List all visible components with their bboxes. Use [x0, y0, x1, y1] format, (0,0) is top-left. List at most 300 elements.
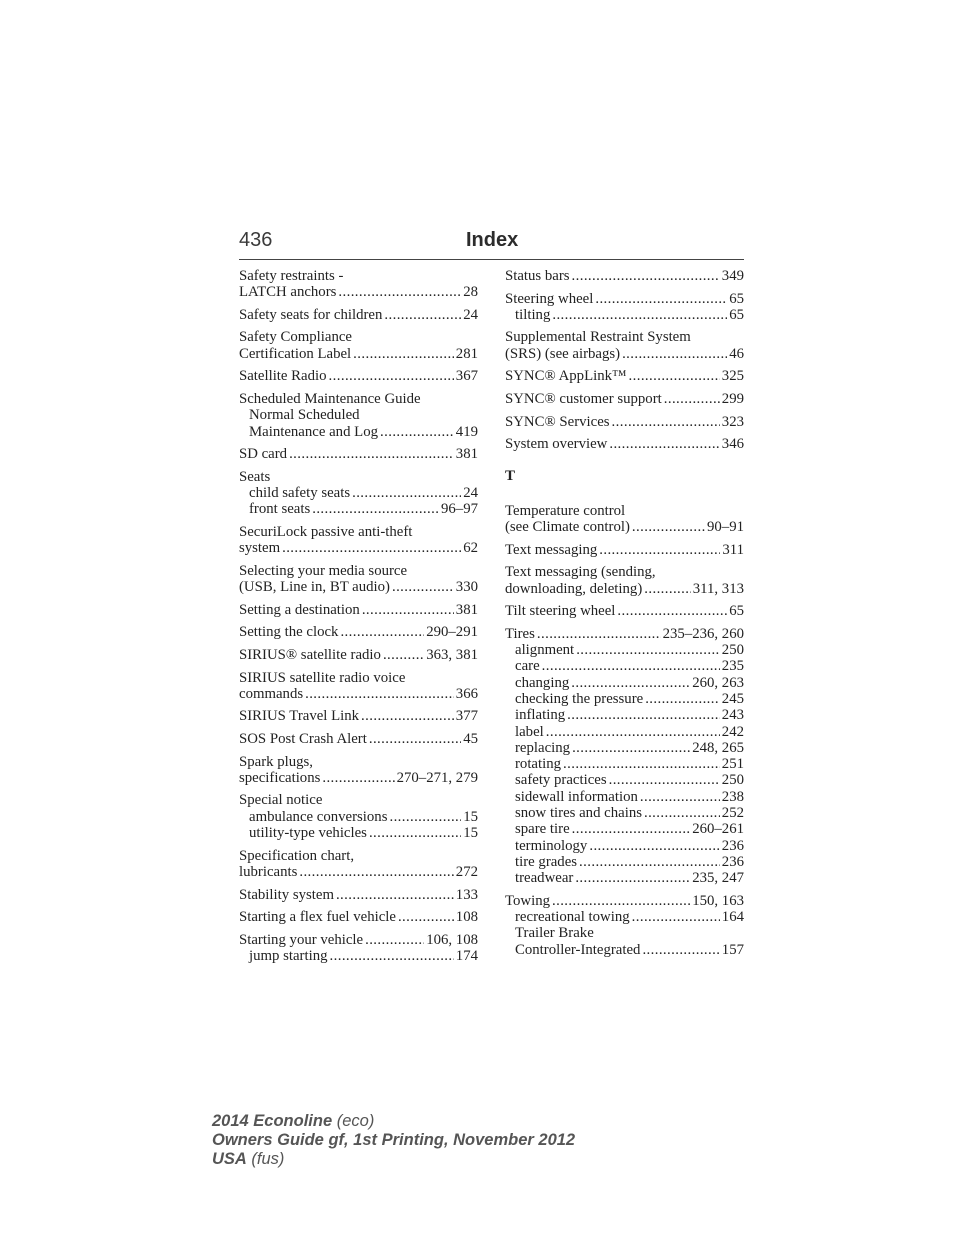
- page-reference: 311, 313: [692, 580, 744, 597]
- dot-leader: [340, 624, 424, 640]
- page-reference: 15: [463, 808, 478, 825]
- index-entry-line: [239, 346, 478, 362]
- index-subentry: [505, 925, 744, 941]
- entry-label: alignment: [515, 642, 575, 659]
- index-entry-line: [239, 624, 478, 640]
- index-entry: [239, 731, 478, 747]
- entry-label: Certification Label: [239, 345, 352, 362]
- page-reference: 106, 108: [426, 931, 478, 948]
- index-entry-line: [239, 563, 478, 579]
- index-entry-line: [239, 848, 478, 864]
- dot-leader: [552, 307, 727, 323]
- index-entry-line: [239, 864, 478, 880]
- dot-leader: [612, 414, 720, 430]
- entry-label: Maintenance and Log: [249, 423, 379, 440]
- footer-region: USA: [212, 1150, 247, 1168]
- index-entry: [239, 563, 478, 596]
- index-entry: [505, 626, 744, 887]
- page-header: [239, 227, 744, 260]
- index-entry-line: [239, 647, 478, 663]
- index-entry-line: [239, 792, 478, 808]
- page-reference: 311: [722, 541, 744, 558]
- page-reference: 323: [721, 413, 744, 430]
- index-entry-line: [239, 708, 478, 724]
- page-reference: 419: [455, 423, 478, 440]
- index-subentry: [239, 485, 478, 501]
- entry-label: Setting the clock: [239, 624, 339, 641]
- page-reference: 90–91: [707, 519, 744, 536]
- page-reference: 236: [721, 853, 744, 870]
- index-entry: [505, 291, 744, 324]
- dot-leader: [572, 268, 720, 284]
- page-reference: 65: [729, 290, 744, 307]
- page-reference: 377: [455, 708, 478, 725]
- page-reference: 250: [721, 772, 744, 789]
- entry-label: (SRS) (see airbags): [505, 345, 621, 362]
- index-entry-line: [505, 368, 744, 384]
- index-entry-line: [239, 754, 478, 770]
- entry-label: safety practices: [515, 772, 607, 789]
- entry-label: replacing: [515, 739, 571, 756]
- index-entry-line: [239, 579, 478, 595]
- index-entry-line: [505, 581, 744, 597]
- index-entry-line: [239, 268, 478, 284]
- page-reference: 330: [455, 579, 478, 596]
- dot-leader: [609, 772, 720, 788]
- index-entry-line: [505, 542, 744, 558]
- dot-leader: [383, 647, 424, 663]
- index-entry-line: [505, 564, 744, 580]
- footer-line-2: Owners Guide gf, 1st Printing, November 2012: [212, 1131, 576, 1149]
- entry-label: Tilt steering wheel: [505, 603, 616, 620]
- entry-label: utility-type vehicles: [249, 825, 367, 842]
- page-reference: 65: [729, 306, 744, 323]
- entry-label: Status bars: [505, 268, 570, 284]
- entry-label: Supplemental Restraint System: [505, 329, 691, 346]
- dot-leader: [312, 501, 439, 517]
- entry-label: tire grades: [515, 853, 578, 870]
- index-entry: [505, 368, 744, 384]
- page-reference: 164: [721, 909, 744, 926]
- entry-label: Normal Scheduled: [249, 407, 360, 424]
- index-entry-line: [505, 414, 744, 430]
- index-entry: [239, 708, 478, 724]
- index-subentry: [505, 307, 744, 323]
- entry-label: Steering wheel: [505, 290, 594, 307]
- index-entry-line: [239, 909, 478, 925]
- page-reference: 235, 247: [692, 870, 744, 887]
- footer-model: 2014 Econoline: [212, 1112, 333, 1130]
- index-subentry: [239, 501, 478, 517]
- page-reference: 238: [721, 788, 744, 805]
- page-reference: 299: [721, 390, 744, 407]
- entry-label: inflating: [515, 707, 566, 724]
- index-entry: [505, 603, 744, 619]
- index-entry: [239, 469, 478, 518]
- page-title: Index: [466, 229, 519, 251]
- dot-leader: [398, 909, 454, 925]
- entry-label: Scheduled Maintenance Guide: [239, 390, 421, 407]
- dot-leader: [282, 540, 461, 556]
- entry-label: Spark plugs,: [239, 753, 313, 770]
- entry-label: Special notice: [239, 792, 323, 809]
- page-reference: 381: [455, 601, 478, 618]
- entry-label: SYNC® Services: [505, 413, 610, 430]
- entry-label: recreational towing: [515, 909, 630, 926]
- index-subentry: [505, 675, 744, 691]
- dot-leader: [640, 789, 720, 805]
- entry-label: Safety seats for children: [239, 306, 383, 323]
- entry-label: terminology: [515, 837, 588, 854]
- index-entry-line: [239, 602, 478, 618]
- index-entry: [505, 503, 744, 536]
- dot-leader: [369, 731, 461, 747]
- entry-label: tilting: [515, 306, 551, 323]
- page-reference: 272: [455, 863, 478, 880]
- entry-label: Safety Compliance: [239, 329, 352, 346]
- index-entry: [505, 436, 744, 452]
- page-reference: 45: [463, 730, 478, 747]
- page-reference: 28: [463, 284, 478, 301]
- index-entry: [239, 754, 478, 787]
- entry-label: Text messaging (sending,: [505, 564, 656, 581]
- index-entry-line: [505, 329, 744, 345]
- dot-leader: [575, 870, 690, 886]
- index-subentry: [505, 805, 744, 821]
- index-entry: [239, 268, 478, 301]
- index-entry-line: [505, 519, 744, 535]
- index-entry: [239, 329, 478, 362]
- page-reference: 346: [721, 436, 744, 453]
- index-entry-line: [239, 368, 478, 384]
- entry-label: commands: [239, 685, 304, 702]
- footer-line-3: [212, 1150, 575, 1169]
- index-entry-line: [239, 307, 478, 323]
- index-entry-line: [505, 291, 744, 307]
- index-entry-line: [239, 686, 478, 702]
- entry-label: SYNC® customer support: [505, 390, 662, 407]
- entry-label: child safety seats: [249, 485, 351, 502]
- entry-label: Trailer Brake: [515, 925, 594, 942]
- page-reference: 245: [721, 690, 744, 707]
- index-group-s: [505, 268, 744, 452]
- page-reference: 108: [455, 909, 478, 926]
- page-reference: 252: [721, 804, 744, 821]
- index-subentry: [239, 809, 478, 825]
- page-reference: 281: [455, 345, 478, 362]
- index-entry: [505, 391, 744, 407]
- page-reference: 46: [729, 345, 744, 362]
- footer-model-code: (eco): [332, 1112, 375, 1130]
- index-entry: [505, 542, 744, 558]
- index-subentry: [505, 772, 744, 788]
- index-entry-line: [239, 329, 478, 345]
- section-letter: T: [505, 468, 516, 485]
- page-reference: 260–261: [692, 821, 744, 838]
- entry-label: Starting your vehicle: [239, 931, 364, 948]
- dot-leader: [599, 542, 720, 558]
- index-entry-line: [239, 887, 478, 903]
- page-reference: 243: [721, 707, 744, 724]
- entry-label: Towing: [505, 892, 550, 909]
- dot-leader: [338, 284, 461, 300]
- index-subentry: [239, 424, 478, 440]
- dot-leader: [642, 942, 719, 958]
- index-subentry: [505, 691, 744, 707]
- index-entry: [239, 887, 478, 903]
- entry-label: SD card: [239, 446, 288, 463]
- entry-label: Controller-Integrated: [515, 941, 641, 958]
- index-entry: [505, 414, 744, 430]
- dot-leader: [362, 602, 454, 618]
- dot-leader: [289, 446, 454, 462]
- entry-label: SecuriLock passive anti-theft: [239, 523, 413, 540]
- page-reference: 251: [721, 756, 744, 773]
- index-column-left: [239, 268, 478, 971]
- entry-label: Safety restraints -: [239, 268, 344, 284]
- dot-leader: [563, 756, 720, 772]
- dot-leader: [552, 893, 690, 909]
- entry-label: spare tire: [515, 821, 570, 838]
- entry-label: jump starting: [249, 948, 328, 965]
- index-group-t: [505, 503, 744, 958]
- page-reference: 349: [721, 268, 744, 284]
- dot-leader: [609, 436, 719, 452]
- index-entry-line: [239, 540, 478, 556]
- page-reference: 270–271, 279: [396, 769, 478, 786]
- page-reference: 363, 381: [426, 646, 478, 663]
- entry-label: rotating: [515, 756, 562, 773]
- dot-leader: [330, 948, 454, 964]
- index-entry-line: [239, 731, 478, 747]
- entry-label: Satellite Radio: [239, 368, 327, 385]
- entry-label: system: [239, 540, 281, 557]
- page-reference: 235–236, 260: [662, 625, 744, 642]
- dot-leader: [589, 838, 719, 854]
- page-reference: 65: [729, 603, 744, 620]
- dot-leader: [329, 368, 454, 384]
- index-entry-line: [239, 770, 478, 786]
- dot-leader: [579, 854, 720, 870]
- entry-label: SIRIUS satellite radio voice: [239, 669, 406, 686]
- index-entry: [239, 446, 478, 462]
- footer-region-code: (fus): [246, 1150, 285, 1168]
- entry-label: ambulance conversions: [249, 808, 388, 825]
- entry-label: Selecting your media source: [239, 562, 408, 579]
- entry-label: downloading, deleting): [505, 580, 643, 597]
- index-entry-line: [239, 524, 478, 540]
- index-entry: [505, 893, 744, 958]
- page-reference: 235: [721, 658, 744, 675]
- page-number: 436: [239, 229, 273, 251]
- index-subentry: [505, 756, 744, 772]
- entry-label: System overview: [505, 436, 608, 453]
- index-subentry: [505, 838, 744, 854]
- index-subentry: [505, 870, 744, 886]
- dot-leader: [537, 626, 661, 642]
- footer-line-1: [212, 1112, 575, 1131]
- page-reference: 157: [721, 941, 744, 958]
- dot-leader: [389, 809, 461, 825]
- dot-leader: [299, 864, 453, 880]
- entry-label: SYNC® AppLink™: [505, 368, 627, 385]
- dot-leader: [369, 825, 461, 841]
- entry-label: lubricants: [239, 863, 298, 880]
- index-subentry: [505, 909, 744, 925]
- index-subentry: [505, 740, 744, 756]
- index-subentry: [505, 658, 744, 674]
- index-entry: [239, 909, 478, 925]
- entry-label: Specification chart,: [239, 847, 355, 864]
- index-entry: [505, 268, 744, 284]
- index-subentry: [239, 825, 478, 841]
- dot-leader: [632, 519, 705, 535]
- index-subentry: [239, 407, 478, 423]
- index-entry: [239, 792, 478, 841]
- index-entry: [239, 647, 478, 663]
- entry-label: treadwear: [515, 870, 574, 887]
- index-column-right: [505, 268, 744, 964]
- dot-leader: [392, 579, 454, 595]
- index-entry-line: [505, 391, 744, 407]
- dot-leader: [336, 887, 454, 903]
- index-subentry: [505, 821, 744, 837]
- index-entry-line: [505, 436, 744, 452]
- dot-leader: [380, 424, 454, 440]
- index-entry-line: [505, 503, 744, 519]
- index-entry: [239, 624, 478, 640]
- footer: [212, 1112, 575, 1169]
- entry-label: Stability system: [239, 886, 334, 903]
- index-entry: [239, 307, 478, 323]
- dot-leader: [305, 686, 454, 702]
- entry-label: Temperature control: [505, 502, 626, 519]
- page-reference: 260, 263: [692, 674, 744, 691]
- dot-leader: [644, 581, 690, 597]
- page-reference: 242: [721, 723, 744, 740]
- page-reference: 290–291: [426, 624, 478, 641]
- index-entry-line: [239, 469, 478, 485]
- index-entry-line: [239, 446, 478, 462]
- page-reference: 24: [463, 306, 478, 323]
- entry-label: snow tires and chains: [515, 804, 642, 821]
- index-entry: [239, 524, 478, 557]
- page-reference: 248, 265: [692, 739, 744, 756]
- page-reference: 24: [463, 485, 478, 502]
- index-subentry: [505, 707, 744, 723]
- page-reference: 174: [455, 948, 478, 965]
- dot-leader: [352, 485, 461, 501]
- dot-leader: [572, 821, 691, 837]
- dot-leader: [361, 708, 454, 724]
- entry-label: label: [515, 723, 544, 740]
- index-entry-line: [505, 346, 744, 362]
- index-subentry: [505, 942, 744, 958]
- entry-label: (USB, Line in, BT audio): [239, 579, 390, 596]
- index-entry: [239, 670, 478, 703]
- dot-leader: [546, 724, 720, 740]
- entry-label: care: [515, 658, 540, 675]
- index-entry-line: [239, 932, 478, 948]
- index-entry: [239, 932, 478, 965]
- index-entry-line: [239, 391, 478, 407]
- index-entry: [505, 564, 744, 597]
- dot-leader: [571, 675, 690, 691]
- index-subentry: [505, 789, 744, 805]
- page-reference: 325: [721, 368, 744, 385]
- entry-label: Text messaging: [505, 541, 598, 558]
- page-reference: 367: [455, 368, 478, 385]
- index-entry: [239, 848, 478, 881]
- index-entry: [239, 368, 478, 384]
- index-entry-line: [239, 284, 478, 300]
- entry-label: SIRIUS Travel Link: [239, 708, 360, 725]
- entry-label: checking the pressure: [515, 690, 644, 707]
- index-entry: [505, 329, 744, 362]
- entry-label: changing: [515, 674, 570, 691]
- index-entry-line: [505, 268, 744, 284]
- dot-leader: [632, 909, 720, 925]
- entry-label: SIRIUS® satellite radio: [239, 646, 381, 663]
- index-subentry: [505, 854, 744, 870]
- entry-label: Seats: [239, 468, 271, 485]
- index-subentry: [505, 642, 744, 658]
- dot-leader: [664, 391, 720, 407]
- entry-label: Setting a destination: [239, 601, 360, 618]
- page-reference: 150, 163: [692, 892, 744, 909]
- page-reference: 133: [455, 886, 478, 903]
- dot-leader: [542, 658, 720, 674]
- index-entry-line: [505, 626, 744, 642]
- page-reference: 250: [721, 642, 744, 659]
- page-reference: 62: [463, 540, 478, 557]
- page-reference: 96–97: [441, 501, 478, 518]
- index-entry-line: [505, 603, 744, 619]
- entry-label: Tires: [505, 625, 535, 642]
- entry-label: specifications: [239, 769, 321, 786]
- entry-label: (see Climate control): [505, 519, 630, 536]
- dot-leader: [572, 740, 690, 756]
- dot-leader: [384, 307, 461, 323]
- dot-leader: [644, 805, 720, 821]
- index-subentry: [505, 724, 744, 740]
- index-entry: [239, 602, 478, 618]
- dot-leader: [595, 291, 727, 307]
- page-reference: 381: [455, 446, 478, 463]
- entry-label: sidewall information: [515, 788, 638, 805]
- index-entry-line: [239, 670, 478, 686]
- dot-leader: [322, 770, 394, 786]
- entry-label: SOS Post Crash Alert: [239, 730, 367, 747]
- page-reference: 236: [721, 837, 744, 854]
- dot-leader: [622, 346, 727, 362]
- index-subentry: [239, 948, 478, 964]
- entry-label: LATCH anchors: [239, 284, 337, 301]
- dot-leader: [353, 346, 454, 362]
- dot-leader: [576, 642, 720, 658]
- page-reference: 366: [455, 685, 478, 702]
- index-entry-line: [505, 893, 744, 909]
- dot-leader: [645, 691, 720, 707]
- page-reference: 15: [463, 825, 478, 842]
- index-entry: [239, 391, 478, 440]
- dot-leader: [629, 368, 720, 384]
- dot-leader: [617, 603, 727, 619]
- entry-label: front seats: [249, 501, 311, 518]
- dot-leader: [365, 932, 424, 948]
- entry-label: Starting a flex fuel vehicle: [239, 909, 396, 926]
- dot-leader: [567, 707, 720, 723]
